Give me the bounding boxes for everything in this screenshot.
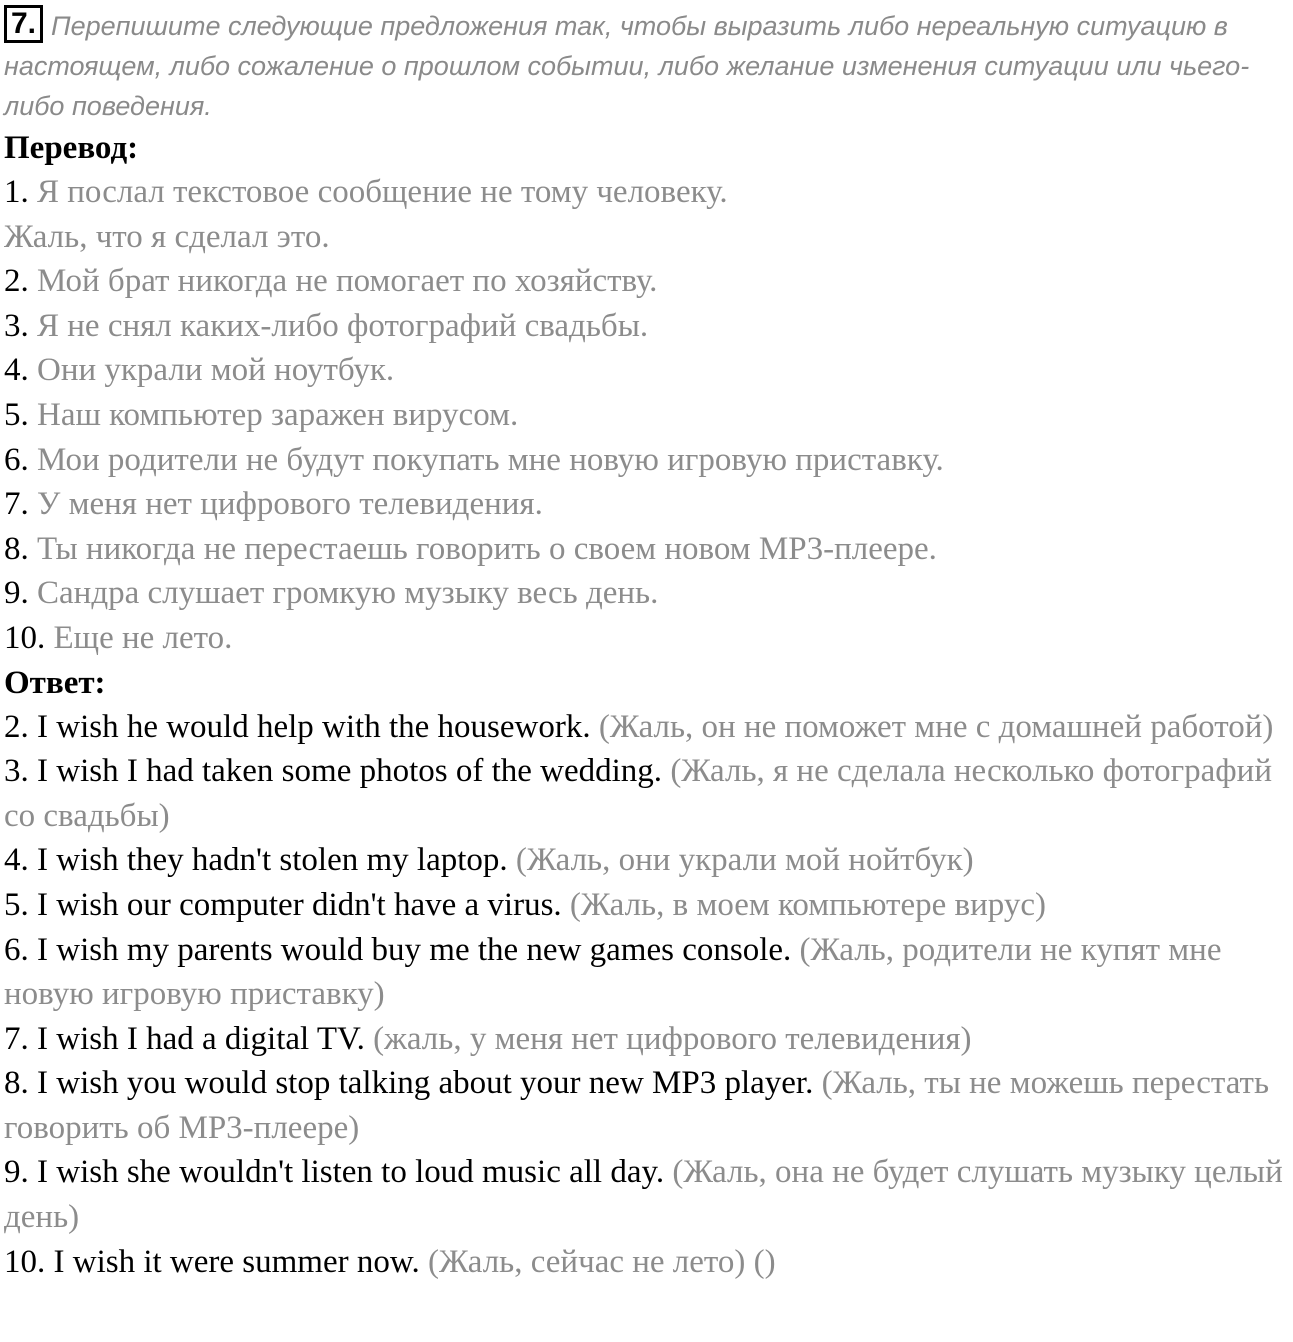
item-number: 4. (4, 842, 29, 879)
answer-english: I wish it were summer now. (53, 1243, 420, 1280)
item-number: 2. (4, 708, 29, 745)
answer-english: I wish I had a digital TV. (37, 1020, 365, 1057)
answer-english: I wish our computer didn't have a virus. (37, 886, 562, 923)
translation-item (4, 616, 1290, 661)
item-text: Я не снял каких-либо фотографий свадьбы. (37, 307, 649, 344)
item-text: Они украли мой ноутбук. (37, 352, 395, 389)
item-number: 2. (4, 263, 29, 300)
translation-item (4, 259, 1290, 304)
answer-item (4, 838, 1290, 883)
task-instruction: Перепишите следующие предложения так, чтобы выразить либо нереальную ситуацию в настоящем, либо сожаление о прошлом событии, либо желание изменения ситуации или чьего-либо поведения. (4, 11, 1250, 121)
item-text: Мои родители не будут покупать мне новую игровую приставку. (37, 441, 944, 478)
item-text: Еще не лето. (53, 619, 233, 656)
item-number: 3. (4, 307, 29, 344)
item-number: 1. (4, 174, 29, 210)
translation-item (4, 527, 1290, 572)
answer-translation: (Жаль, он не поможет мне с домашней работой) (598, 708, 1274, 745)
item-number: 9. (4, 1154, 29, 1191)
item-text: Наш компьютер заражен вирусом. (37, 396, 519, 433)
answer-item (4, 883, 1290, 928)
answer-english: I wish they hadn't stolen my laptop. (37, 842, 508, 879)
translation-heading: Перевод: (4, 130, 139, 166)
item-number: 6. (4, 931, 29, 968)
answer-item (4, 705, 1290, 750)
answer-item (4, 1017, 1290, 1062)
translation-item (4, 215, 1290, 260)
item-number: 9. (4, 575, 29, 612)
translation-list (4, 170, 1290, 661)
translation-item (4, 393, 1290, 438)
translation-item (4, 482, 1290, 527)
answer-list (4, 705, 1290, 1285)
translation-item (4, 438, 1290, 483)
answer-translation: (Жаль, я не сделала несколько фотографий со свадьбы) (4, 753, 1272, 834)
item-number: 7. (4, 486, 29, 523)
answer-item (4, 1061, 1290, 1150)
answer-item (4, 928, 1290, 1017)
answer-english: I wish I had taken some photos of the wedding. (37, 753, 663, 790)
answer-english: I wish my parents would buy me the new games console. (37, 931, 792, 968)
item-number: 5. (4, 396, 29, 433)
answer-translation: (Жаль, ты не можешь перестать говорить об MP3-плеере) (4, 1065, 1269, 1146)
item-number: 5. (4, 886, 29, 923)
translation-item (4, 348, 1290, 393)
answer-translation: (Жаль, сейчас не лето) () (428, 1243, 776, 1280)
item-number: 10. (4, 1243, 46, 1280)
translation-item (4, 571, 1290, 616)
answer-translation: (жаль, у меня нет цифрового телевидения) (373, 1020, 972, 1057)
answer-translation: (Жаль, они украли мой нойтбук) (515, 842, 974, 879)
task-instruction-block (4, 6, 1290, 126)
item-number: 4. (4, 352, 29, 389)
item-number: 8. (4, 1065, 29, 1102)
answer-heading: Ответ: (4, 664, 106, 701)
item-number: 3. (4, 753, 29, 790)
item-number: 6. (4, 441, 29, 478)
answer-english: I wish she wouldn't listen to loud music all day. (37, 1154, 665, 1191)
translation-item (4, 304, 1290, 349)
item-number: 8. (4, 530, 29, 567)
item-text: Я послал текстовое сообщение не тому человеку. (37, 174, 728, 210)
item-text: Сандра слушает громкую музыку весь день. (37, 575, 659, 612)
item-text: Жаль, что я сделал это. (4, 218, 330, 255)
item-text: Мой брат никогда не помогает по хозяйству. (37, 263, 658, 300)
answer-translation: (Жаль, она не будет слушать музыку целый день) (4, 1154, 1283, 1236)
exercise (4, 6, 1290, 1284)
item-text: Ты никогда не перестаешь говорить о своем новом MP3-плеере. (37, 530, 937, 567)
task-number-badge: 7. (4, 5, 43, 43)
item-text: У меня нет цифрового телевидения. (37, 486, 543, 523)
answer-english: I wish he would help with the housework. (37, 708, 591, 745)
item-number: 7. (4, 1020, 29, 1057)
answer-item (4, 749, 1290, 838)
answer-translation: (Жаль, родители не купят мне новую игровую приставку) (4, 931, 1222, 1013)
translation-item (4, 170, 1290, 215)
answer-item (4, 1240, 1290, 1285)
item-number: 10. (4, 619, 46, 656)
answer-english: I wish you would stop talking about your new MP3 player. (37, 1065, 814, 1102)
answer-translation: (Жаль, в моем компьютере вирус) (569, 886, 1046, 923)
answer-item (4, 1150, 1290, 1239)
